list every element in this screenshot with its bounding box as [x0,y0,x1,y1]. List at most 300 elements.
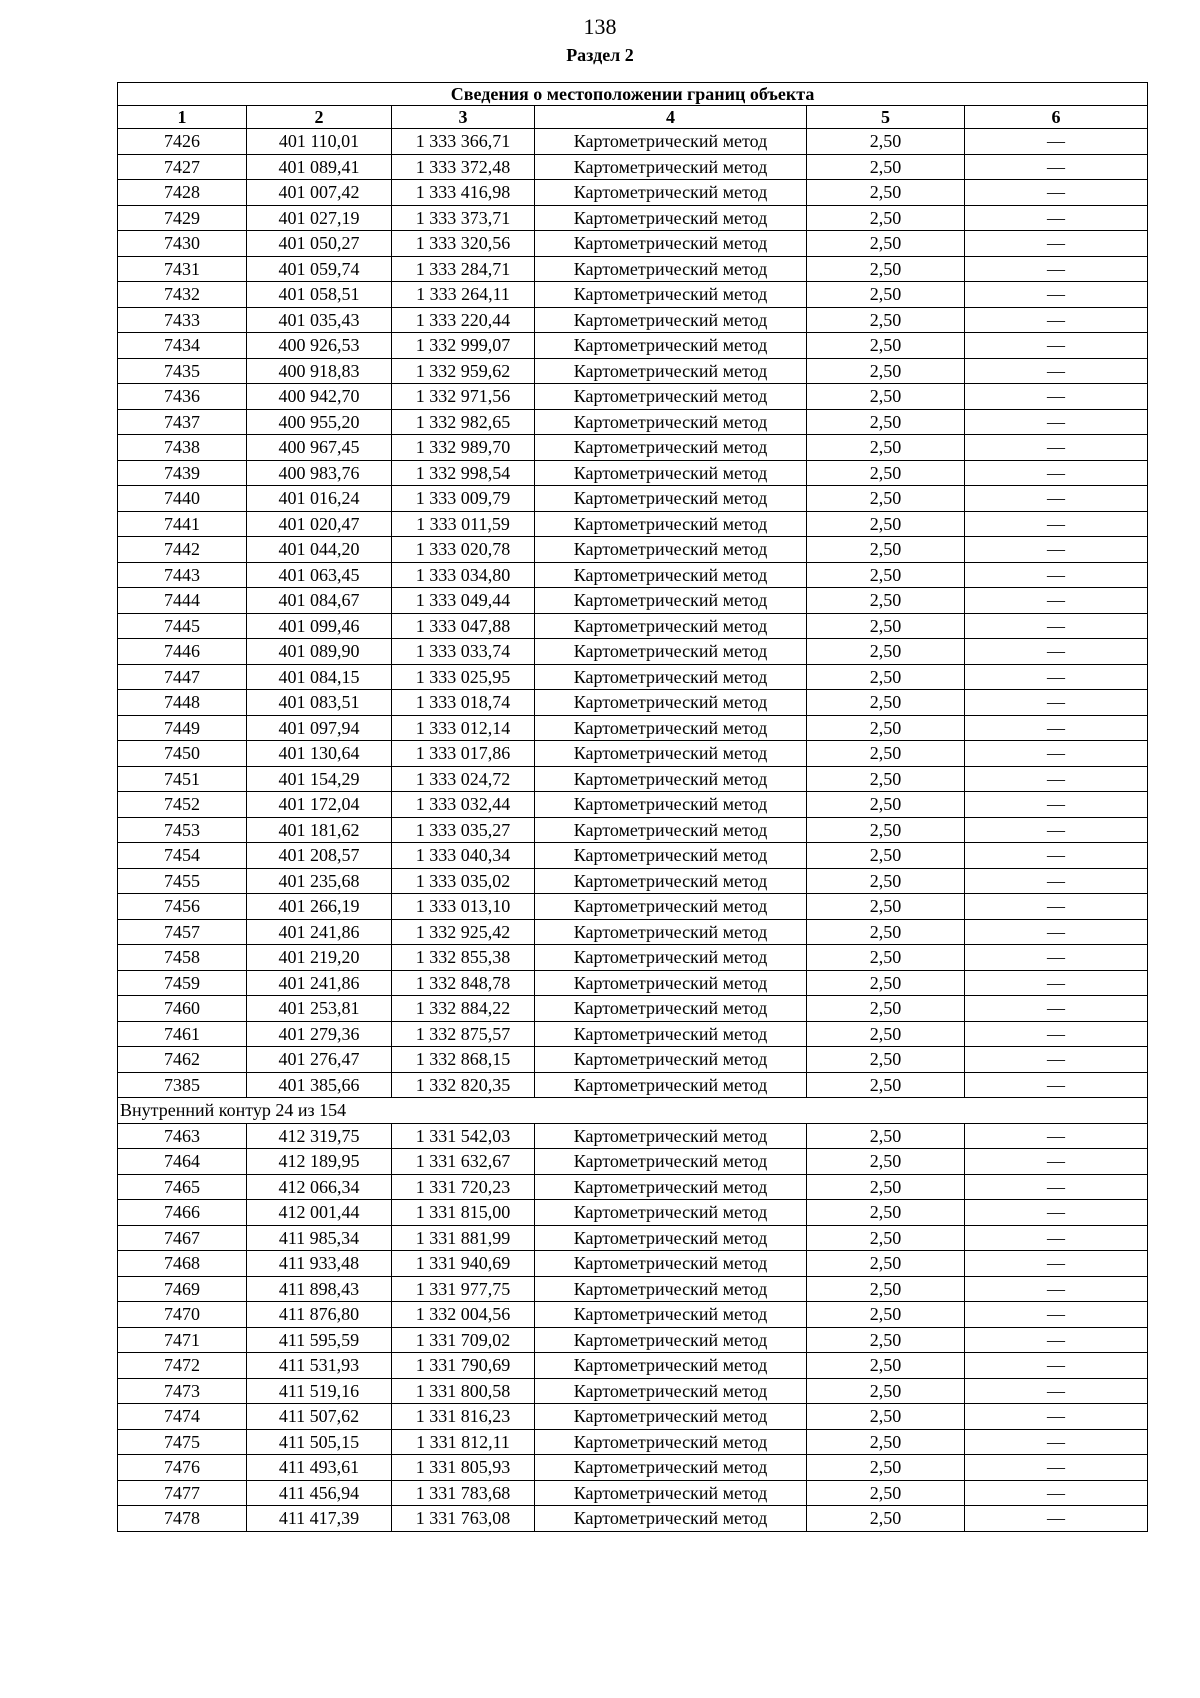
coordinate-x-cell: 401 276,47 [247,1047,392,1073]
coordinate-y-cell: 1 333 320,56 [392,231,535,257]
column-number: 4 [535,106,807,129]
point-number-cell: 7472 [118,1353,247,1379]
precision-cell: 2,50 [807,588,965,614]
coordinate-y-cell: 1 333 416,98 [392,180,535,206]
coordinate-y-cell: 1 333 009,79 [392,486,535,512]
method-cell: Картометрический метод [535,664,807,690]
point-number-cell: 7458 [118,945,247,971]
method-cell: Картометрический метод [535,1251,807,1277]
precision-cell: 2,50 [807,1480,965,1506]
coordinate-x-cell: 401 241,86 [247,970,392,996]
description-cell: — [965,205,1148,231]
precision-cell: 2,50 [807,256,965,282]
point-number-cell: 7444 [118,588,247,614]
precision-cell: 2,50 [807,1251,965,1277]
point-number-cell: 7466 [118,1200,247,1226]
method-cell: Картометрический метод [535,562,807,588]
table-row [118,1072,1148,1098]
table-row [118,1480,1148,1506]
description-cell: — [965,1429,1148,1455]
point-number-cell: 7437 [118,409,247,435]
coordinate-x-cell: 400 955,20 [247,409,392,435]
coordinate-x-cell: 400 926,53 [247,333,392,359]
precision-cell: 2,50 [807,1327,965,1353]
column-number: 3 [392,106,535,129]
coordinate-x-cell: 401 266,19 [247,894,392,920]
coordinate-x-cell: 401 063,45 [247,562,392,588]
column-number: 1 [118,106,247,129]
point-number-cell: 7448 [118,690,247,716]
table-row [118,690,1148,716]
description-cell: — [965,358,1148,384]
table-row [118,613,1148,639]
point-number-cell: 7474 [118,1404,247,1430]
point-number-cell: 7426 [118,129,247,155]
point-number-cell: 7443 [118,562,247,588]
method-cell: Картометрический метод [535,690,807,716]
precision-cell: 2,50 [807,154,965,180]
point-number-cell: 7453 [118,817,247,843]
coordinate-y-cell: 1 333 366,71 [392,129,535,155]
precision-cell: 2,50 [807,894,965,920]
point-number-cell: 7440 [118,486,247,512]
contour-label: Внутренний контур 24 из 154 [118,1098,1148,1124]
coordinate-y-cell: 1 333 024,72 [392,766,535,792]
point-number-cell: 7385 [118,1072,247,1098]
method-cell: Картометрический метод [535,384,807,410]
coordinate-y-cell: 1 333 011,59 [392,511,535,537]
method-cell: Картометрический метод [535,1302,807,1328]
table-row [118,205,1148,231]
coordinate-y-cell: 1 333 020,78 [392,537,535,563]
method-cell: Картометрический метод [535,180,807,206]
point-number-cell: 7438 [118,435,247,461]
table-row [118,1429,1148,1455]
precision-cell: 2,50 [807,690,965,716]
method-cell: Картометрический метод [535,919,807,945]
table-row [118,1302,1148,1328]
table-row [118,409,1148,435]
point-number-cell: 7428 [118,180,247,206]
coordinate-x-cell: 412 189,95 [247,1149,392,1175]
coordinate-x-cell: 401 020,47 [247,511,392,537]
table-row [118,894,1148,920]
method-cell: Картометрический метод [535,639,807,665]
precision-cell: 2,50 [807,384,965,410]
coordinate-x-cell: 401 084,67 [247,588,392,614]
description-cell: — [965,282,1148,308]
coordinate-x-cell: 411 505,15 [247,1429,392,1455]
point-number-cell: 7469 [118,1276,247,1302]
description-cell: — [965,1047,1148,1073]
point-number-cell: 7439 [118,460,247,486]
precision-cell: 2,50 [807,460,965,486]
description-cell: — [965,843,1148,869]
table-row [118,282,1148,308]
precision-cell: 2,50 [807,1404,965,1430]
coordinate-x-cell: 401 208,57 [247,843,392,869]
inner-contour-rows [118,1123,1148,1531]
table-row [118,1123,1148,1149]
column-number: 6 [965,106,1148,129]
column-number: 5 [807,106,965,129]
precision-cell: 2,50 [807,1021,965,1047]
precision-cell: 2,50 [807,435,965,461]
method-cell: Картометрический метод [535,129,807,155]
precision-cell: 2,50 [807,741,965,767]
description-cell: — [965,970,1148,996]
precision-cell: 2,50 [807,792,965,818]
method-cell: Картометрический метод [535,613,807,639]
table-row [118,562,1148,588]
precision-cell: 2,50 [807,1123,965,1149]
method-cell: Картометрический метод [535,1123,807,1149]
point-number-cell: 7464 [118,1149,247,1175]
point-number-cell: 7478 [118,1506,247,1532]
point-number-cell: 7432 [118,282,247,308]
method-cell: Картометрический метод [535,460,807,486]
coordinate-x-cell: 411 933,48 [247,1251,392,1277]
table-row [118,180,1148,206]
description-cell: — [965,868,1148,894]
coordinate-y-cell: 1 331 805,93 [392,1455,535,1481]
method-cell: Картометрический метод [535,1353,807,1379]
description-cell: — [965,766,1148,792]
coordinate-x-cell: 400 942,70 [247,384,392,410]
coordinate-x-cell: 401 058,51 [247,282,392,308]
method-cell: Картометрический метод [535,741,807,767]
description-cell: — [965,996,1148,1022]
coordinate-y-cell: 1 331 632,67 [392,1149,535,1175]
description-cell: — [965,613,1148,639]
precision-cell: 2,50 [807,1072,965,1098]
description-cell: — [965,1506,1148,1532]
page-number: 138 [583,14,617,39]
table-row [118,1276,1148,1302]
method-cell: Картометрический метод [535,1225,807,1251]
table-row [118,307,1148,333]
coordinate-y-cell: 1 331 881,99 [392,1225,535,1251]
table-row [118,358,1148,384]
description-cell: — [965,384,1148,410]
section-title: Раздел 2 [566,45,634,65]
coordinate-y-cell: 1 332 925,42 [392,919,535,945]
coordinate-x-cell: 401 235,68 [247,868,392,894]
point-number-cell: 7436 [118,384,247,410]
coordinate-y-cell: 1 331 800,58 [392,1378,535,1404]
method-cell: Картометрический метод [535,894,807,920]
coordinate-y-cell: 1 331 542,03 [392,1123,535,1149]
precision-cell: 2,50 [807,996,965,1022]
coordinate-y-cell: 1 333 264,11 [392,282,535,308]
description-cell: — [965,1302,1148,1328]
coordinate-y-cell: 1 331 763,08 [392,1506,535,1532]
coordinate-x-cell: 401 027,19 [247,205,392,231]
description-cell: — [965,486,1148,512]
coordinate-x-cell: 411 519,16 [247,1378,392,1404]
point-number-cell: 7471 [118,1327,247,1353]
coordinate-x-cell: 411 876,80 [247,1302,392,1328]
coordinate-y-cell: 1 333 018,74 [392,690,535,716]
point-number-cell: 7449 [118,715,247,741]
coordinate-y-cell: 1 331 709,02 [392,1327,535,1353]
outer-contour-rows [118,129,1148,1098]
method-cell: Картометрический метод [535,1455,807,1481]
precision-cell: 2,50 [807,358,965,384]
description-cell: — [965,1276,1148,1302]
description-cell: — [965,1200,1148,1226]
table-row [118,537,1148,563]
coordinate-y-cell: 1 331 977,75 [392,1276,535,1302]
coordinate-y-cell: 1 331 812,11 [392,1429,535,1455]
coordinate-y-cell: 1 333 012,14 [392,715,535,741]
coordinate-y-cell: 1 332 982,65 [392,409,535,435]
table-row [118,1378,1148,1404]
point-number-cell: 7470 [118,1302,247,1328]
description-cell: — [965,1353,1148,1379]
description-cell: — [965,715,1148,741]
method-cell: Картометрический метод [535,486,807,512]
description-cell: — [965,894,1148,920]
coordinate-x-cell: 401 083,51 [247,690,392,716]
precision-cell: 2,50 [807,333,965,359]
coordinate-y-cell: 1 333 049,44 [392,588,535,614]
method-cell: Картометрический метод [535,409,807,435]
point-number-cell: 7476 [118,1455,247,1481]
method-cell: Картометрический метод [535,154,807,180]
precision-cell: 2,50 [807,231,965,257]
description-cell: — [965,231,1148,257]
coordinate-x-cell: 401 172,04 [247,792,392,818]
table-row [118,588,1148,614]
coordinate-y-cell: 1 333 040,34 [392,843,535,869]
coordinate-x-cell: 401 089,90 [247,639,392,665]
table-row [118,664,1148,690]
precision-cell: 2,50 [807,180,965,206]
point-number-cell: 7442 [118,537,247,563]
point-number-cell: 7465 [118,1174,247,1200]
point-number-cell: 7456 [118,894,247,920]
table-row [118,231,1148,257]
description-cell: — [965,919,1148,945]
method-cell: Картометрический метод [535,1506,807,1532]
method-cell: Картометрический метод [535,1174,807,1200]
precision-cell: 2,50 [807,1378,965,1404]
coordinate-y-cell: 1 331 940,69 [392,1251,535,1277]
point-number-cell: 7477 [118,1480,247,1506]
method-cell: Картометрический метод [535,868,807,894]
table-row [118,766,1148,792]
description-cell: — [965,511,1148,537]
point-number-cell: 7435 [118,358,247,384]
method-cell: Картометрический метод [535,1404,807,1430]
method-cell: Картометрический метод [535,307,807,333]
precision-cell: 2,50 [807,1429,965,1455]
point-number-cell: 7431 [118,256,247,282]
point-number-cell: 7460 [118,996,247,1022]
table-row [118,1506,1148,1532]
method-cell: Картометрический метод [535,715,807,741]
table-row [118,129,1148,155]
table-row [118,384,1148,410]
description-cell: — [965,1149,1148,1175]
point-number-cell: 7463 [118,1123,247,1149]
point-number-cell: 7461 [118,1021,247,1047]
method-cell: Картометрический метод [535,792,807,818]
table-row [118,486,1148,512]
precision-cell: 2,50 [807,639,965,665]
table-row [118,741,1148,767]
point-number-cell: 7445 [118,613,247,639]
description-cell: — [965,792,1148,818]
coordinate-x-cell: 401 279,36 [247,1021,392,1047]
description-cell: — [965,1327,1148,1353]
coordinates-table [117,82,1148,1532]
coordinate-x-cell: 401 084,15 [247,664,392,690]
point-number-cell: 7434 [118,333,247,359]
coordinate-y-cell: 1 332 884,22 [392,996,535,1022]
coordinate-x-cell: 401 154,29 [247,766,392,792]
method-cell: Картометрический метод [535,537,807,563]
coordinate-x-cell: 411 417,39 [247,1506,392,1532]
precision-cell: 2,50 [807,205,965,231]
precision-cell: 2,50 [807,613,965,639]
coordinate-x-cell: 401 181,62 [247,817,392,843]
description-cell: — [965,1225,1148,1251]
description-cell: — [965,333,1148,359]
table-row [118,154,1148,180]
method-cell: Картометрический метод [535,205,807,231]
coordinate-y-cell: 1 333 372,48 [392,154,535,180]
table-row [118,639,1148,665]
coordinate-x-cell: 412 319,75 [247,1123,392,1149]
description-cell: — [965,307,1148,333]
coordinate-y-cell: 1 331 720,23 [392,1174,535,1200]
coordinate-y-cell: 1 332 868,15 [392,1047,535,1073]
description-cell: — [965,562,1148,588]
table-row [118,919,1148,945]
precision-cell: 2,50 [807,1225,965,1251]
point-number-cell: 7452 [118,792,247,818]
method-cell: Картометрический метод [535,588,807,614]
table-row [118,1225,1148,1251]
precision-cell: 2,50 [807,1506,965,1532]
table-row [118,715,1148,741]
method-cell: Картометрический метод [535,843,807,869]
method-cell: Картометрический метод [535,1276,807,1302]
precision-cell: 2,50 [807,1047,965,1073]
description-cell: — [965,1404,1148,1430]
coordinate-x-cell: 411 595,59 [247,1327,392,1353]
column-number: 2 [247,106,392,129]
precision-cell: 2,50 [807,1200,965,1226]
coordinate-y-cell: 1 333 035,27 [392,817,535,843]
point-number-cell: 7433 [118,307,247,333]
method-cell: Картометрический метод [535,1072,807,1098]
precision-cell: 2,50 [807,843,965,869]
coordinate-x-cell: 411 493,61 [247,1455,392,1481]
precision-cell: 2,50 [807,715,965,741]
precision-cell: 2,50 [807,409,965,435]
description-cell: — [965,664,1148,690]
coordinate-y-cell: 1 331 790,69 [392,1353,535,1379]
table-row [118,256,1148,282]
precision-cell: 2,50 [807,919,965,945]
coordinate-x-cell: 401 089,41 [247,154,392,180]
point-number-cell: 7475 [118,1429,247,1455]
point-number-cell: 7427 [118,154,247,180]
coordinate-y-cell: 1 332 855,38 [392,945,535,971]
description-cell: — [965,588,1148,614]
coordinate-y-cell: 1 333 017,86 [392,741,535,767]
table-row [118,945,1148,971]
method-cell: Картометрический метод [535,996,807,1022]
method-cell: Картометрический метод [535,511,807,537]
description-cell: — [965,690,1148,716]
coordinate-x-cell: 411 985,34 [247,1225,392,1251]
coordinate-x-cell: 401 253,81 [247,996,392,1022]
method-cell: Картометрический метод [535,1480,807,1506]
point-number-cell: 7467 [118,1225,247,1251]
coordinate-y-cell: 1 333 035,02 [392,868,535,894]
description-cell: — [965,1021,1148,1047]
coordinate-y-cell: 1 332 971,56 [392,384,535,410]
coordinate-y-cell: 1 333 220,44 [392,307,535,333]
method-cell: Картометрический метод [535,256,807,282]
coordinate-x-cell: 411 898,43 [247,1276,392,1302]
description-cell: — [965,1072,1148,1098]
precision-cell: 2,50 [807,1353,965,1379]
coordinate-x-cell: 401 130,64 [247,741,392,767]
description-cell: — [965,1174,1148,1200]
coordinate-x-cell: 401 241,86 [247,919,392,945]
table-row [118,868,1148,894]
description-cell: — [965,180,1148,206]
coordinate-y-cell: 1 332 999,07 [392,333,535,359]
method-cell: Картометрический метод [535,945,807,971]
table-row [118,1327,1148,1353]
method-cell: Картометрический метод [535,358,807,384]
method-cell: Картометрический метод [535,435,807,461]
description-cell: — [965,945,1148,971]
coordinate-x-cell: 401 219,20 [247,945,392,971]
coordinate-y-cell: 1 331 815,00 [392,1200,535,1226]
table-row [118,792,1148,818]
point-number-cell: 7455 [118,868,247,894]
method-cell: Картометрический метод [535,1200,807,1226]
precision-cell: 2,50 [807,868,965,894]
precision-cell: 2,50 [807,537,965,563]
method-cell: Картометрический метод [535,1327,807,1353]
precision-cell: 2,50 [807,307,965,333]
table-row [118,1021,1148,1047]
table-row [118,970,1148,996]
precision-cell: 2,50 [807,817,965,843]
table-title: Сведения о местоположении границ объекта [118,83,1148,106]
table-row [118,1251,1148,1277]
precision-cell: 2,50 [807,1174,965,1200]
coordinate-x-cell: 412 066,34 [247,1174,392,1200]
coordinate-y-cell: 1 333 373,71 [392,205,535,231]
precision-cell: 2,50 [807,970,965,996]
column-number-row [118,106,1148,129]
precision-cell: 2,50 [807,766,965,792]
description-cell: — [965,435,1148,461]
precision-cell: 2,50 [807,1276,965,1302]
coordinate-x-cell: 401 035,43 [247,307,392,333]
coordinate-x-cell: 401 110,01 [247,129,392,155]
method-cell: Картометрический метод [535,817,807,843]
